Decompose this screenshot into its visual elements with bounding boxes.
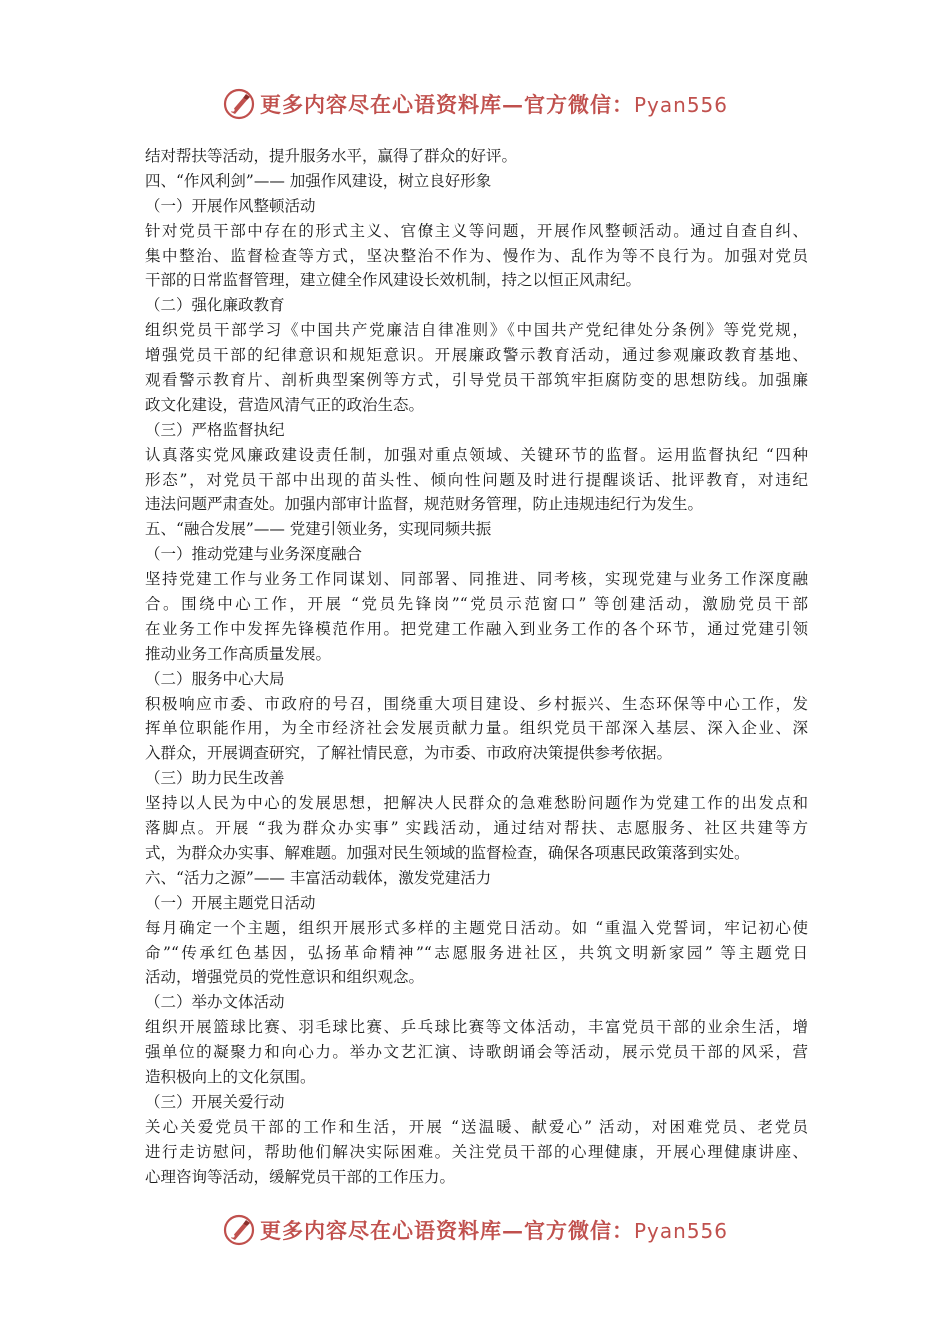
footer-banner [0,1208,950,1252]
text-line: 政文化建设，营造风清气正的政治生态。 [145,395,425,414]
text-line: 活动，增强党员的党性意识和组织观念。 [145,968,425,987]
text-line: 五、“融合发展”—— 党建引领业务，实现同频共振 [145,520,492,539]
text-line: 推动业务工作高质量发展。 [145,644,332,663]
text-line: 造积极向上的文化氛围。 [145,1067,316,1086]
text-line: 挥单位职能作用，为全市经济社会发展贡献力量。组织党员干部深入基层、深入企业、深 [145,719,808,738]
text-line: （二）举办文体活动 [145,993,285,1012]
text-line: （一）开展作风整顿活动 [145,196,316,215]
text-line: 四、“作风利剑”—— 加强作风建设，树立良好形象 [145,171,492,190]
text-line: 关心关爱党员干部的工作和生活，开展 “送温暖、献爱心” 活动，对困难党员、老党员 [145,1117,808,1136]
text-line: 入群众，开展调查研究，了解社情民意，为市委、市政府决策提供参考依据。 [145,744,673,763]
text-line: 进行走访慰问，帮助他们解决实际困难。关注党员干部的心理健康，开展心理健康讲座、 [145,1142,808,1161]
text-line: 式，为群众办实事、解难题。加强对民生领域的监督检查，确保各项惠民政策落到实处。 [145,843,750,862]
pen-nib-logo-icon [222,1213,256,1247]
text-line: 形态”，对党员干部中出现的苗头性、倾向性问题及时进行提醒谈话、批评教育，对违纪 [145,470,808,489]
text-line: 命”“传承红色基因，弘扬革命精神”“志愿服务进社区，共筑文明新家园” 等主题党日 [145,943,808,962]
text-line: 观看警示教育片、剖析典型案例等方式，引导党员干部筑牢拒腐防变的思想防线。加强廉 [145,371,808,390]
text-line: 合。围绕中心工作，开展 “党员先锋岗”“党员示范窗口” 等创建活动，激励党员干部 [145,595,808,614]
text-line: （三）助力民生改善 [145,769,285,788]
text-line: 组织开展篮球比赛、羽毛球比赛、乒乓球比赛等文体活动，丰富党员干部的业余生活，增 [145,1018,808,1037]
text-line: （一）推动党建与业务深度融合 [145,545,363,564]
text-line: 强单位的凝聚力和向心力。举办文艺汇演、诗歌朗诵会等活动，展示党员干部的风采，营 [145,1043,808,1062]
text-line: 认真落实党风廉政建设责任制，加强对重点领域、关键环节的监督。运用监督执纪 “四种 [145,445,808,464]
text-line: （一）开展主题党日活动 [145,893,316,912]
text-line: 在业务工作中发挥先锋模范作用。把党建工作融入到业务工作的各个环节，通过党建引领 [145,619,808,638]
text-line: 坚持党建工作与业务工作同谋划、同部署、同推进、同考核，实现党建与业务工作深度融 [145,570,808,589]
text-line: 积极响应市委、市政府的号召，围绕重大项目建设、乡村振兴、生态环保等中心工作，发 [145,694,808,713]
text-line: 干部的日常监督管理，建立健全作风建设长效机制，持之以恒正风肃纪。 [145,271,642,290]
text-line: 集中整治、监督检查等方式，坚决整治不作为、慢作为、乱作为等不良行为。加强对党员 [145,246,808,265]
text-line: 组织党员干部学习《中国共产党廉洁自律准则》《中国共产党纪律处分条例》等党党规， [145,321,808,340]
text-line: 落脚点。开展 “我为群众办实事” 实践活动，通过结对帮扶、志愿服务、社区共建等方 [145,819,808,838]
text-line: （三）严格监督执纪 [145,420,285,439]
text-line: 结对帮扶等活动，提升服务水平，赢得了群众的好评。 [145,147,518,165]
text-line: （二）强化廉政教育 [145,296,285,315]
text-line: 违法问题严肃查处。加强内部审计监督，规范财务管理，防止违规违纪行为发生。 [145,495,704,514]
header-banner [0,82,950,126]
text-line: 六、“活力之源”—— 丰富活动载体，激发党建活力 [145,868,492,887]
text-line: （三）开展关爱行动 [145,1092,285,1111]
text-line: （二）服务中心大局 [145,669,285,688]
text-line: 增强党员干部的纪律意识和规矩意识。开展廉政警示教育活动，通过参观廉政教育基地、 [145,346,808,365]
document-body [145,144,808,1189]
text-line: 心理咨询等活动，缓解党员干部的工作压力。 [145,1167,456,1186]
banner-text: 更多内容尽在心语资料库—官方微信：Pyan556 [259,1218,728,1243]
text-line: 每月确定一个主题，组织开展形式多样的主题党日活动。如 “重温入党誓词，牢记初心使 [145,918,808,937]
text-line: 坚持以人民为中心的发展思想，把解决人民群众的急难愁盼问题作为党建工作的出发点和 [145,794,808,813]
pen-nib-logo-icon [222,87,256,121]
banner-text: 更多内容尽在心语资料库—官方微信：Pyan556 [259,92,728,117]
text-line: 针对党员干部中存在的形式主义、官僚主义等问题，开展作风整顿活动。通过自查自纠、 [145,221,808,240]
